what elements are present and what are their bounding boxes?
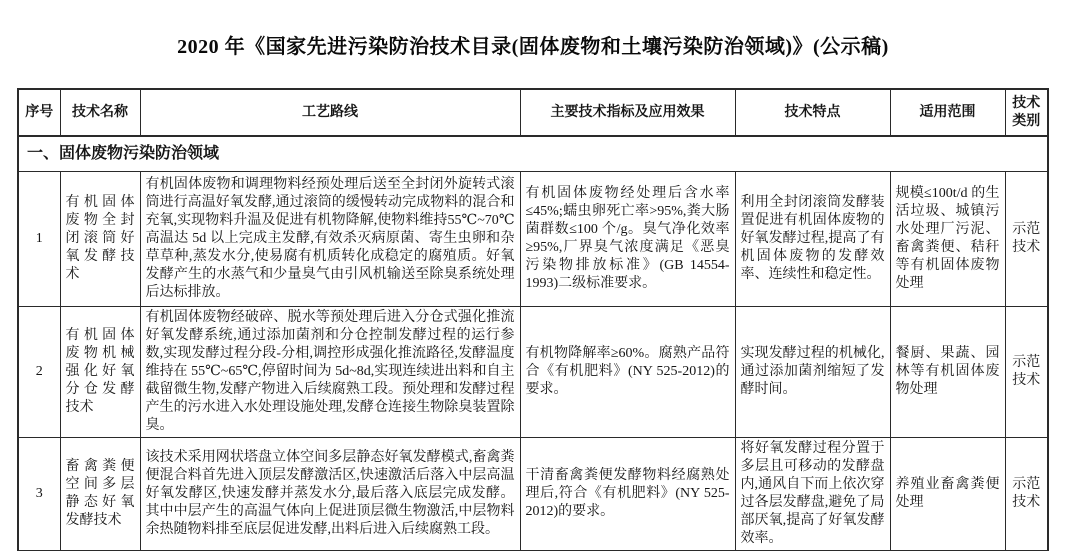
- cell-indicators: 有机物降解率≥60%。腐熟产品符合《有机肥料》(NY 525-2012)的要求。: [520, 306, 735, 437]
- cell-indicators: 有机固体废物经处理后含水率≤45%;蠕虫卵死亡率>95%,粪大肠菌群数≤100 个/g。臭气净化效率≥95%,厂界臭气浓度满足《恶臭污染物排放标准》(GB 14554-1993)二级标准要求。: [520, 171, 735, 306]
- header-row: [18, 89, 1048, 136]
- col-header-indicators: 主要技术指标及应用效果: [520, 89, 735, 136]
- technology-catalog-table: [17, 88, 1049, 551]
- table-header: [18, 89, 1048, 136]
- cell-technology-name: 畜禽粪便空间多层静态好氧发酵技术: [60, 437, 140, 551]
- cell-features: 实现发酵过程的机械化,通过添加菌剂缩短了发酵时间。: [735, 306, 890, 437]
- cell-technology-name: 有机固体废物机械强化好氧分仓发酵技术: [60, 306, 140, 437]
- col-header-scope: 适用范围: [890, 89, 1005, 136]
- cell-scope: 养殖业畜禽粪便处理: [890, 437, 1005, 551]
- col-header-process: 工艺路线: [140, 89, 520, 136]
- cell-indicators: 干清畜禽粪便发酵物料经腐熟处理后,符合《有机肥料》(NY 525-2012)的要求。: [520, 437, 735, 551]
- page-title: 2020 年《国家先进污染防治技术目录(固体废物和土壤污染防治领域)》(公示稿): [177, 35, 889, 58]
- cell-process-route: 该技术采用网状塔盘立体空间多层静态好氧发酵模式,畜禽粪便混合料首先进入顶层发酵激活区,快速激活后落入中层高温好氧发酵区,快速发酵并蒸发水分,最后落入底层完成发酵。其中中层产生的高温气体向上促进顶层微生物激活,中层物料余热随物料排至底层促进发酵,出料后进入后续腐熟工段。: [140, 437, 520, 551]
- cell-features: 将好氧发酵过程分置于多层且可移动的发酵盘内,通风自下而上依次穿过各层发酵盘,避免了局部厌氧,提高了好氧发酵效率。: [735, 437, 890, 551]
- cell-scope: 餐厨、果蔬、园林等有机固体废物处理: [890, 306, 1005, 437]
- table-row: [18, 437, 1048, 551]
- cell-features: 利用全封闭滚筒发酵装置促进有机固体废物的好氧发酵过程,提高了有机固体废物的发酵效率、连续性和稳定性。: [735, 171, 890, 306]
- cell-scope: 规模≤100t/d 的生活垃圾、城镇污水处理厂污泥、畜禽粪便、秸秆等有机固体废物处理: [890, 171, 1005, 306]
- cell-category: 示范技术: [1005, 306, 1048, 437]
- cell-index: 1: [18, 171, 60, 306]
- table-row: [18, 171, 1048, 306]
- col-header-name: 技术名称: [60, 89, 140, 136]
- col-header-category: 技术类别: [1005, 89, 1048, 136]
- col-header-features: 技术特点: [735, 89, 890, 136]
- cell-index: 3: [18, 437, 60, 551]
- table-body: [18, 136, 1048, 551]
- section-heading-row: [18, 136, 1048, 171]
- section-heading: 一、固体废物污染防治领域: [18, 136, 1048, 171]
- cell-category: 示范技术: [1005, 171, 1048, 306]
- cell-technology-name: 有机固体废物全封闭滚筒好氧发酵技术: [60, 171, 140, 306]
- cell-process-route: 有机固体废物经破碎、脱水等预处理后进入分仓式强化推流好氧发酵系统,通过添加菌剂和分仓控制发酵过程的运行参数,实现发酵过程分段-分相,调控形成强化推流路径,发酵温度维持在 55℃~65℃,停留时间为 5d~8d,实现连续进出料和自主截留微生物,发酵产物进入后续腐熟工段。预处理和发酵过程产生的污水进入水处理设施处理,发酵仓连接生物除臭装置除臭。: [140, 306, 520, 437]
- cell-process-route: 有机固体废物和调理物料经预处理后送至全封闭外旋转式滚筒进行高温好氧发酵,通过滚筒的缓慢转动完成物料的混合和充氧,实现物料升温及促进有机物降解,使物料维持55℃~70℃高温达 5d 以上完成主发酵,有效杀灭病原菌、寄生虫卵和杂草草种,蒸发水分,使易腐有机质转化成稳定的腐殖质。好氧发酵产生的水蒸气和少量臭气由引风机输送至除臭系统处理后达标排放。: [140, 171, 520, 306]
- table-row: [18, 306, 1048, 437]
- col-header-index: 序号: [18, 89, 60, 136]
- cell-category: 示范技术: [1005, 437, 1048, 551]
- cell-index: 2: [18, 306, 60, 437]
